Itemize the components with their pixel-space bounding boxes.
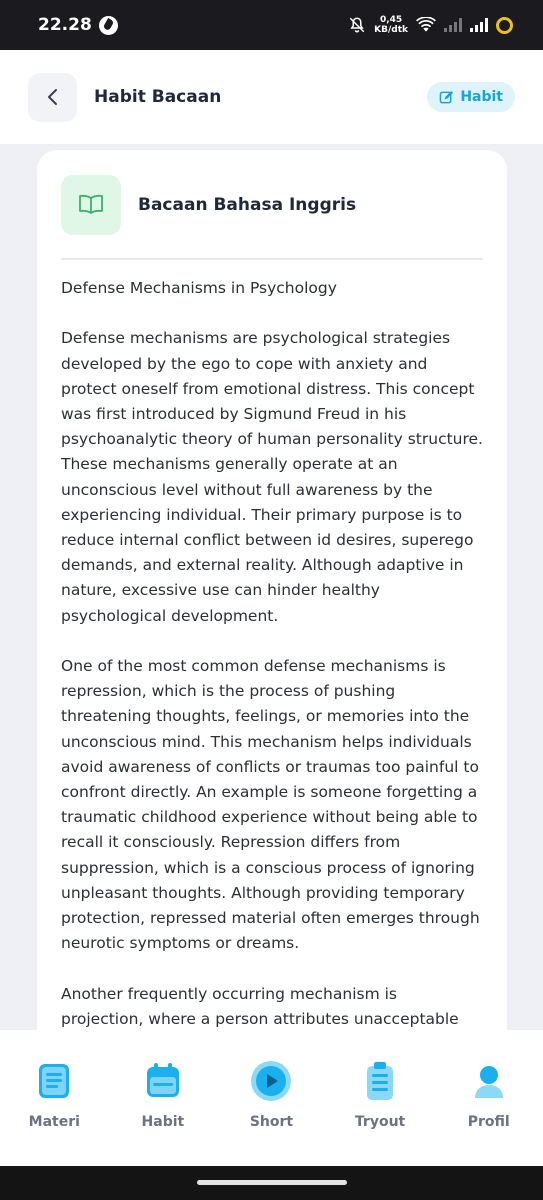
nav-item-short[interactable] — [217, 1060, 326, 1166]
nav-label: Short — [249, 1114, 294, 1130]
nav-label: Profil — [467, 1114, 510, 1130]
nav-item-materi[interactable] — [0, 1060, 109, 1166]
article-paragraph: Another frequently occurring mechanism is projection, where a person attributes unacceptable — [61, 984, 459, 1028]
card-header — [61, 175, 483, 235]
status-time: 22.28 — [38, 15, 92, 35]
habit-button-label: Habit — [460, 89, 503, 105]
network-speed: 0,45 KB/dtk — [374, 15, 408, 35]
reading-card — [37, 150, 507, 1050]
nav-label: Tryout — [354, 1114, 406, 1130]
back-button[interactable] — [28, 73, 77, 122]
page-title: Habit Bacaan — [94, 87, 222, 107]
status-icons — [348, 15, 513, 35]
article-title: Defense Mechanisms in Psychology — [61, 279, 337, 297]
edit-icon — [439, 90, 454, 105]
chevron-left-icon — [46, 88, 60, 106]
battery-icon — [496, 17, 513, 34]
nav-label: Habit — [141, 1114, 185, 1130]
signal-sim2-icon — [470, 18, 488, 32]
nav-item-tryout[interactable] — [326, 1060, 435, 1166]
clipboard-icon — [359, 1060, 401, 1102]
wifi-icon — [416, 17, 436, 33]
divider — [61, 258, 483, 260]
mute-bell-icon — [348, 16, 366, 34]
article-paragraph: Defense mechanisms are psychological strategies developed by the ego to cope with anxiety and protect oneself from emotional distress. This concept was first introduced by Sigmund Freud in his psychoanalytic theory of human personality structure. These mechanisms generally operate at an unconscious level without full awareness by the experiencing individual. Their primary purpose is to reduce internal conflict between id desires, superego demands, and external reality. Although adaptive in nature, excessive use can hinder healthy psychological development. — [61, 329, 483, 625]
article-body[interactable] — [61, 276, 483, 1032]
status-bar — [0, 0, 543, 50]
book-icon — [78, 194, 104, 216]
app-notification-icon — [99, 16, 118, 35]
gesture-bar — [0, 1166, 543, 1200]
signal-sim1-icon — [444, 18, 462, 32]
play-icon — [250, 1060, 292, 1102]
card-title: Bacaan Bahasa Inggris — [138, 195, 357, 215]
nav-label: Materi — [28, 1114, 80, 1130]
calendar-icon — [142, 1060, 184, 1102]
profile-icon — [468, 1060, 510, 1102]
nav-item-habit[interactable] — [109, 1060, 218, 1166]
materi-icon — [33, 1060, 75, 1102]
article-paragraph: One of the most common defense mechanisms is repression, which is the process of pushing threatening thoughts, feelings, or memories into the unconscious mind. This mechanism helps individuals avoid awareness of conflicts or traumas too painful to confront directly. An example is someone forgetting a traumatic childhood experience without being able to recall it consciously. Repression differs from suppression, which is a conscious process of ignoring unpleasant thoughts. Although providing temporary protection, repressed material often emerges through neurotic symptoms or dreams. — [61, 657, 480, 953]
habit-button[interactable] — [427, 82, 515, 112]
home-indicator[interactable] — [197, 1180, 347, 1185]
app-header — [0, 50, 543, 144]
bottom-navigation — [0, 1030, 543, 1166]
nav-item-profil[interactable] — [434, 1060, 543, 1166]
book-tile — [61, 175, 121, 235]
